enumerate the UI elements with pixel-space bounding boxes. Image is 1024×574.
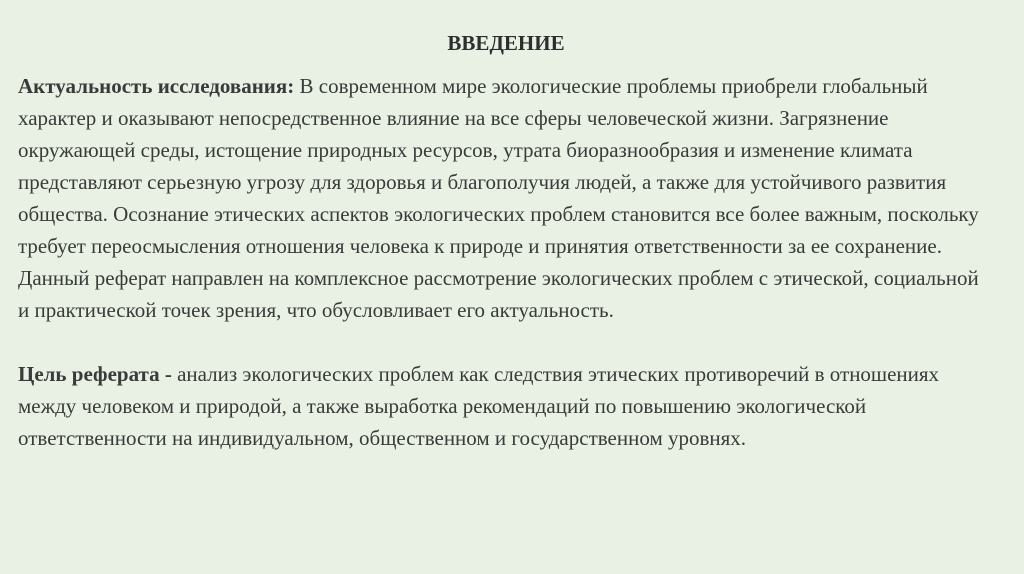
relevance-text: В современном мире экологические проблемы приобрели глобальный характер и оказывают непосредственное влияние на все сферы человеческой жизни. Загрязнение окружающей среды, истощение природных ресурсов, утрата биоразнообразия и изменение климата представляют серьезную угрозу для здоровья и благополучия людей, а также для устойчивого развития общества. Осознание этических аспектов экологических проблем становится все более важным, поскольку требует переосмысления отношения человека к природе и принятия ответственности за ее сохранение. Данный реферат направлен на комплексное рассмотрение экологических проблем с этической, социальной и практической точек зрения, что обусловливает его актуальность. xyxy=(18,74,979,322)
relevance-paragraph xyxy=(18,70,994,326)
goal-text: анализ экологических проблем как следствия этических противоречий в отношениях между человеком и природой, а также выработка рекомендаций по повышению экологической ответственности на индивидуальном, общественном и государственном уровнях. xyxy=(18,362,940,450)
paragraph-gap xyxy=(18,326,994,358)
relevance-label: Актуальность исследования: xyxy=(18,74,295,98)
goal-paragraph xyxy=(18,358,994,454)
goal-label: Цель реферата - xyxy=(18,362,172,386)
page-title: ВВЕДЕНИЕ xyxy=(447,31,565,55)
